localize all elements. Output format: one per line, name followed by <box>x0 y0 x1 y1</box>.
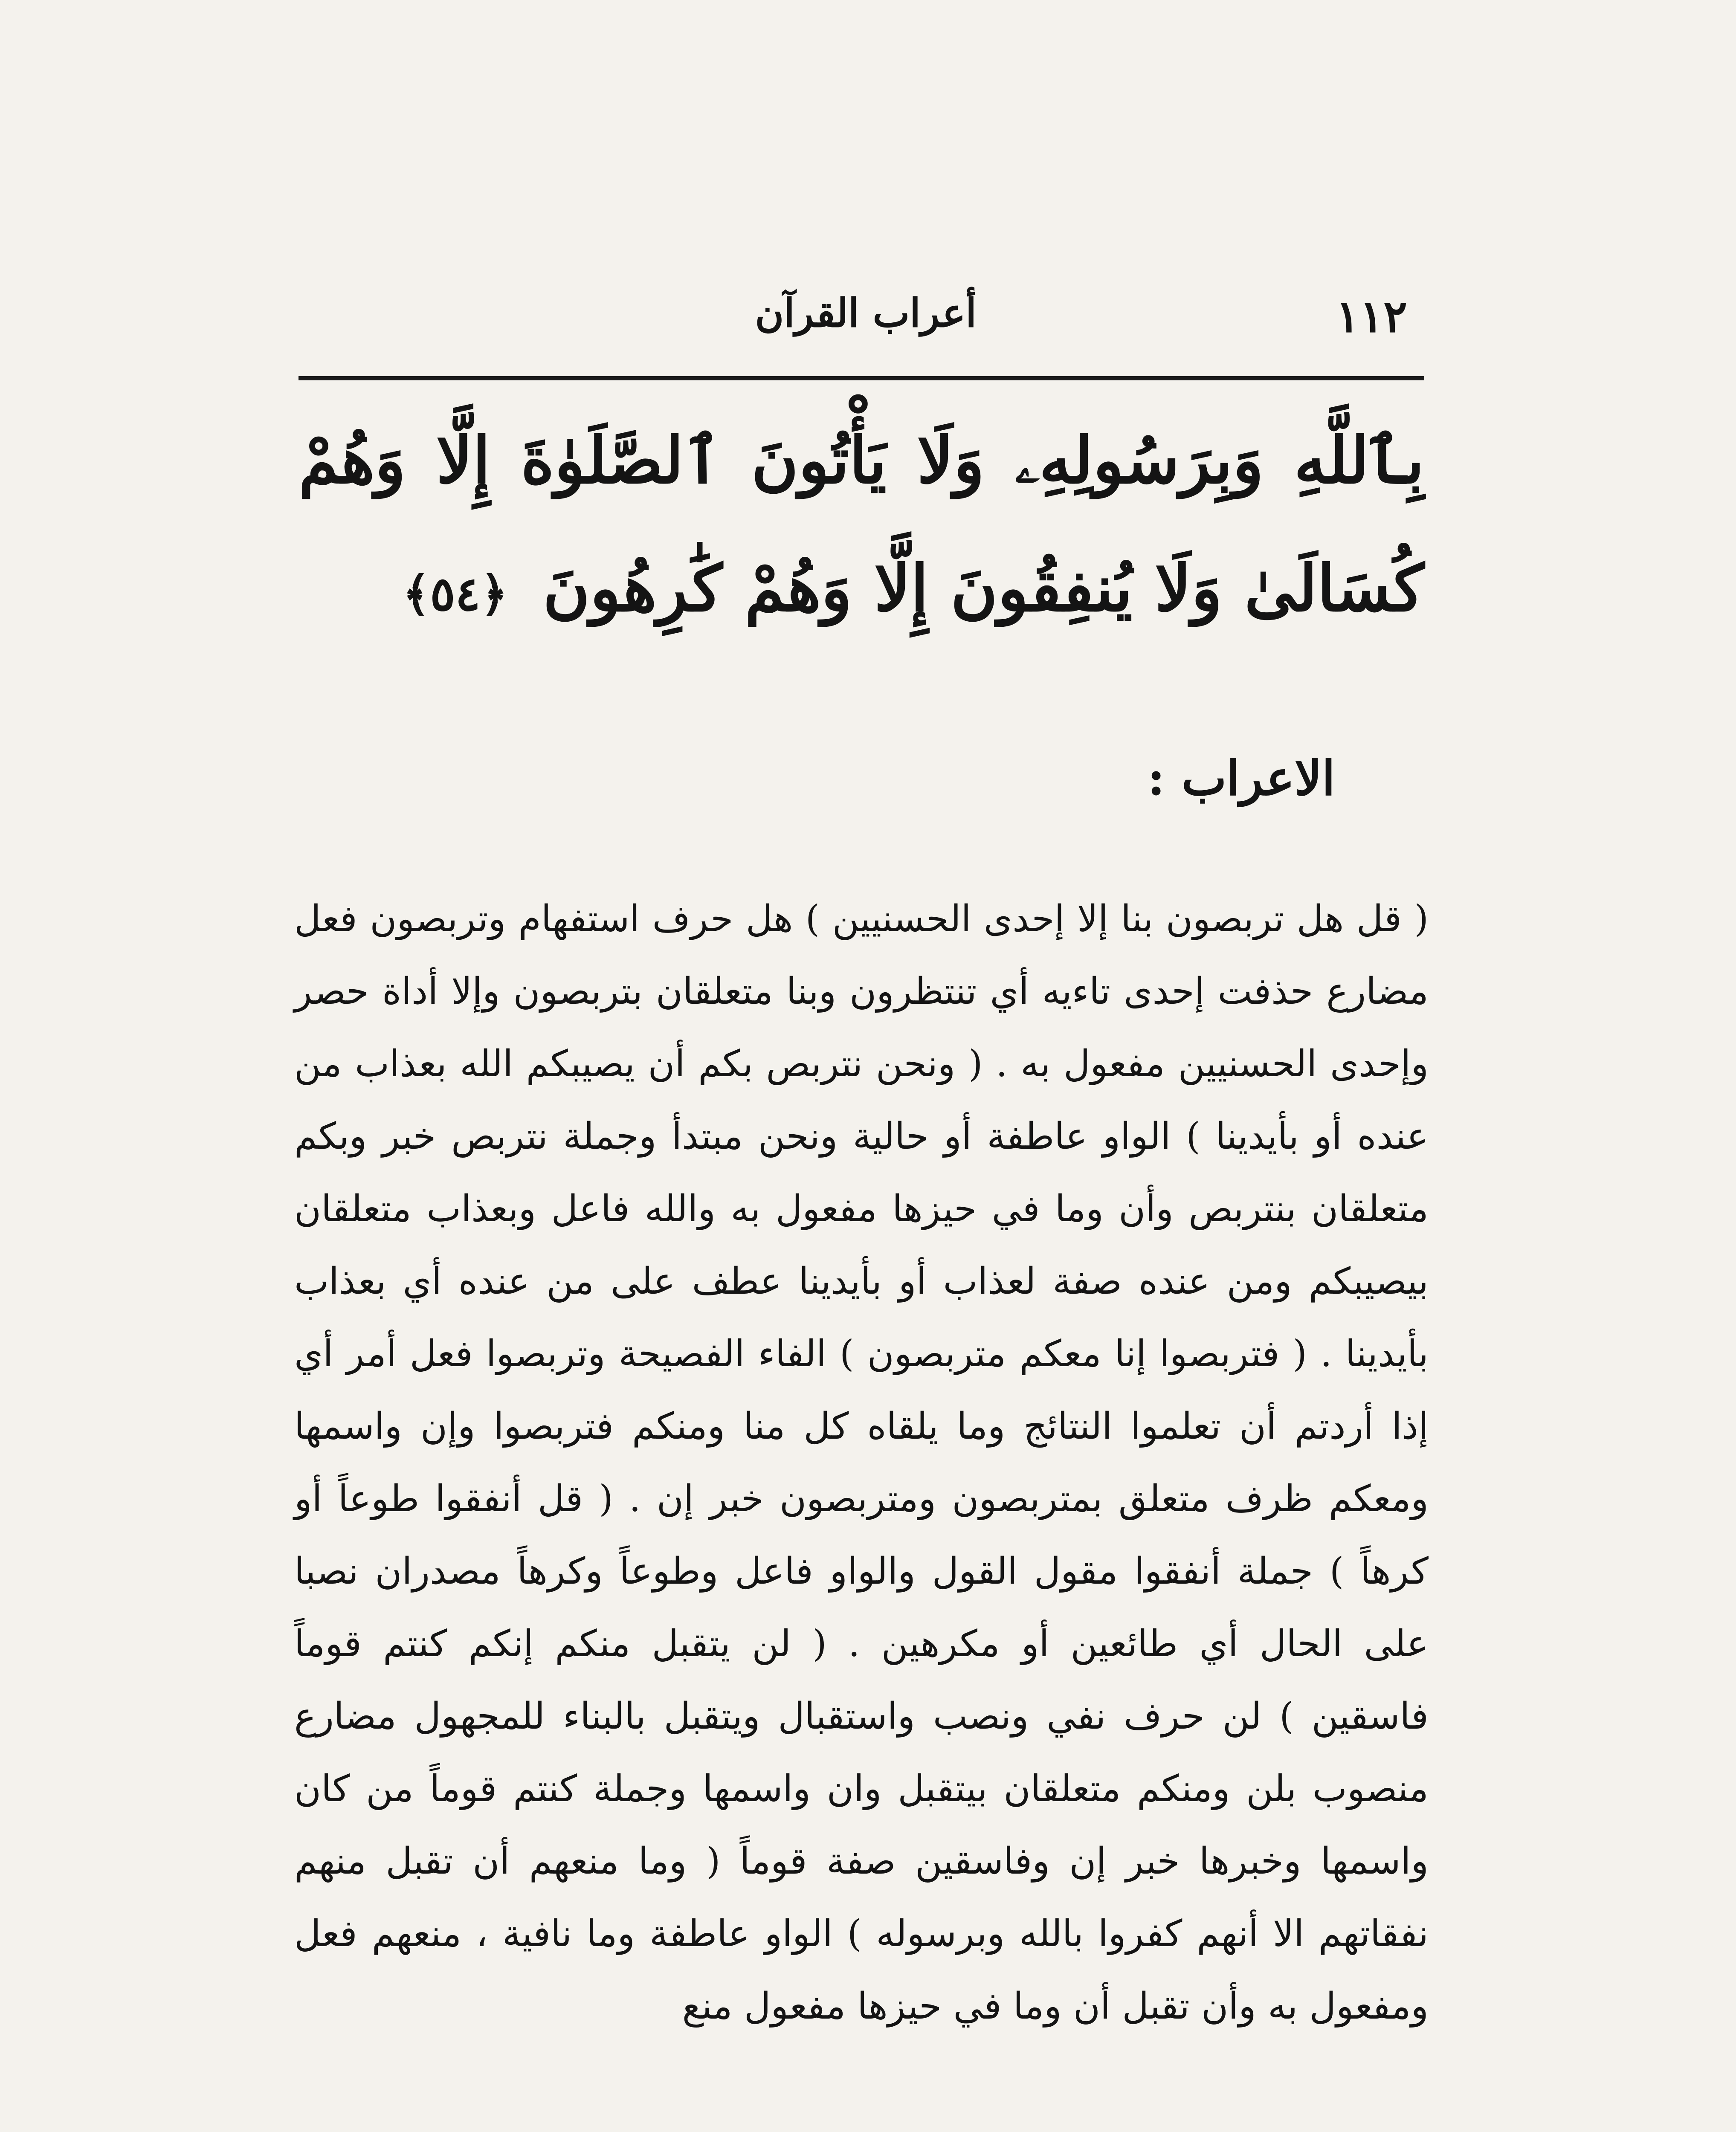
header-divider <box>299 376 1424 380</box>
page-header <box>299 281 1424 350</box>
quran-verse <box>299 397 1424 658</box>
verse-text: بِٱللَّهِ وَبِرَسُولِهِۦ وَلَا يَأْتُونَ ٱلصَّلَوٰةَ إِلَّا وَهُمْ كُسَالَىٰ وَلَا يُنفِقُونَ إِلَّا وَهُمْ كَٰرِهُونَ <box>299 423 1424 626</box>
running-title: أعراب القرآن <box>755 290 977 336</box>
ayah-number-marker: ﴿٥٤﴾ <box>403 566 508 622</box>
body-paragraph: ( قل هل تربصون بنا إلا إحدى الحسنيين ) هل حرف استفهام وتربصون فعل مضارع حذفت إحدى تاءيه أي تنتظرون وبنا متعلقان بتربصون وإلا أداة حصر وإحدى الحسنيين مفعول به . ( ونحن نتربص بكم أن يصيبكم الله بعذاب من عنده أو بأيدينا ) الواو عاطفة أو حالية ونحن مبتدأ وجملة نتربص خبر وبكم متعلقان بنتربص وأن وما في حيزها مفعول به والله فاعل وبعذاب متعلقان بيصيبكم ومن عنده صفة لعذاب أو بأيدينا عطف على من عنده أي بعذاب بأيدينا . ( فتربصوا إنا معكم متربصون ) الفاء الفصيحة وتربصوا فعل أمر أي إذا أردتم أن تعلموا النتائج وما يلقاه كل منا ومنكم فتربصوا وإن واسمها ومعكم ظرف متعلق بمتربصون ومتربصون خبر إن . ( قل أنفقوا طوعاً أو كرهاً ) جملة أنفقوا مقول القول والواو فاعل وطوعاً وكرهاً مصدران نصبا على الحال أي طائعين أو مكرهين . ( لن يتقبل منكم إنكم كنتم قوماً فاسقين ) لن حرف نفي ونصب واستقبال ويتقبل بالبناء للمجهول مضارع منصوب بلن ومنكم متعلقان بيتقبل وان واسمها وجملة كنتم قوماً من كان واسمها وخبرها خبر إن وفاسقين صفة قوماً ( وما منعهم أن تقبل منهم نفقاتهم الا أنهم كفروا بالله وبرسوله ) الواو عاطفة وما نافية ، منعهم فعل ومفعول به وأن تقبل أن وما في حيزها مفعول منع <box>294 898 1429 2028</box>
section-heading: الاعراب : <box>1147 750 1335 806</box>
body-text <box>294 883 1429 2042</box>
page-number: ١١٢ <box>1336 290 1407 342</box>
